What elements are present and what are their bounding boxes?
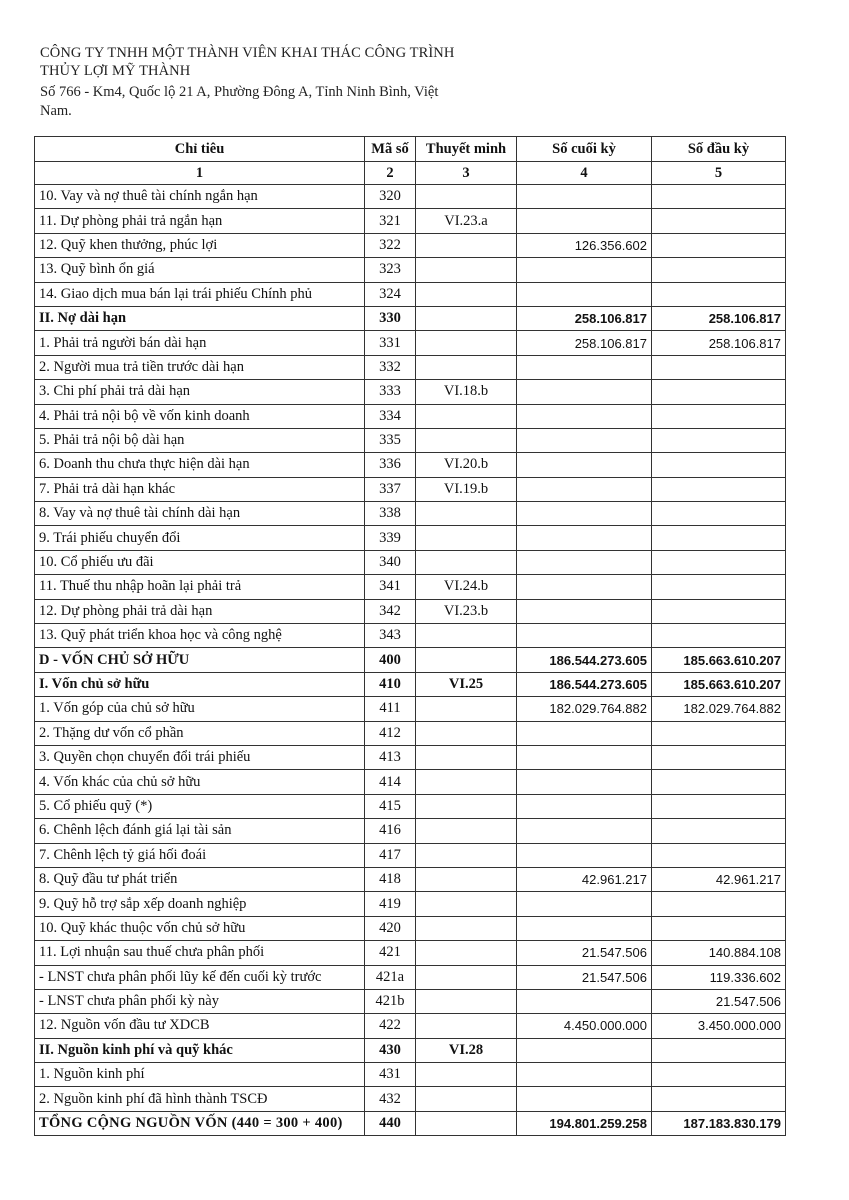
row-code: 415	[365, 794, 416, 818]
table-row	[35, 404, 786, 428]
row-code: 410	[365, 672, 416, 696]
row-code: 334	[365, 404, 416, 428]
row-note	[416, 1111, 517, 1135]
row-indicator: 8. Vay và nợ thuê tài chính dài hạn	[35, 502, 365, 526]
row-end-balance	[517, 550, 652, 574]
table-row	[35, 745, 786, 769]
row-code: 335	[365, 428, 416, 452]
row-code: 320	[365, 185, 416, 209]
row-indicator: 11. Thuế thu nhập hoãn lại phải trả	[35, 575, 365, 599]
row-indicator: 10. Cổ phiếu ưu đãi	[35, 550, 365, 574]
table-row	[35, 550, 786, 574]
row-end-balance	[517, 282, 652, 306]
table-row	[35, 672, 786, 696]
column-header-note: Thuyết minh	[416, 137, 517, 162]
row-note	[416, 892, 517, 916]
row-code: 422	[365, 1014, 416, 1038]
row-begin-balance	[652, 453, 786, 477]
row-end-balance	[517, 1038, 652, 1062]
row-begin-balance	[652, 770, 786, 794]
row-begin-balance	[652, 477, 786, 501]
row-begin-balance	[652, 404, 786, 428]
table-row	[35, 428, 786, 452]
row-indicator: 12. Nguồn vốn đầu tư XDCB	[35, 1014, 365, 1038]
column-number: 4	[517, 162, 652, 185]
table-header-row	[35, 137, 786, 162]
table-row	[35, 209, 786, 233]
row-indicator: 5. Cổ phiếu quỹ (*)	[35, 794, 365, 818]
row-begin-balance	[652, 1063, 786, 1087]
row-note: VI.23.b	[416, 599, 517, 623]
table-row	[35, 1087, 786, 1111]
row-end-balance	[517, 502, 652, 526]
row-end-balance: 4.450.000.000	[517, 1014, 652, 1038]
row-code: 416	[365, 819, 416, 843]
row-note: VI.28	[416, 1038, 517, 1062]
row-begin-balance	[652, 258, 786, 282]
row-begin-balance: 187.183.830.179	[652, 1111, 786, 1135]
row-begin-balance: 258.106.817	[652, 331, 786, 355]
row-code: 419	[365, 892, 416, 916]
row-end-balance	[517, 258, 652, 282]
row-begin-balance	[652, 209, 786, 233]
table-row	[35, 526, 786, 550]
row-note	[416, 697, 517, 721]
row-note	[416, 550, 517, 574]
row-code: 431	[365, 1063, 416, 1087]
row-begin-balance	[652, 550, 786, 574]
row-end-balance	[517, 745, 652, 769]
row-indicator: 2. Người mua trả tiền trước dài hạn	[35, 355, 365, 379]
row-indicator: - LNST chưa phân phối lũy kế đến cuối kỳ trước	[35, 965, 365, 989]
row-end-balance	[517, 477, 652, 501]
row-end-balance	[517, 916, 652, 940]
row-end-balance: 126.356.602	[517, 233, 652, 257]
row-begin-balance	[652, 892, 786, 916]
row-note	[416, 770, 517, 794]
row-note	[416, 624, 517, 648]
table-row	[35, 770, 786, 794]
row-code: 339	[365, 526, 416, 550]
row-indicator: - LNST chưa phân phối kỳ này	[35, 989, 365, 1013]
row-note	[416, 502, 517, 526]
row-note	[416, 331, 517, 355]
row-end-balance	[517, 453, 652, 477]
table-row	[35, 624, 786, 648]
row-begin-balance	[652, 355, 786, 379]
row-indicator: 1. Phải trả người bán dài hạn	[35, 331, 365, 355]
table-row	[35, 185, 786, 209]
table-row	[35, 648, 786, 672]
row-code: 323	[365, 258, 416, 282]
column-header-indicator: Chỉ tiêu	[35, 137, 365, 162]
row-indicator: 5. Phải trả nội bộ dài hạn	[35, 428, 365, 452]
table-row	[35, 306, 786, 330]
row-code: 432	[365, 1087, 416, 1111]
row-begin-balance	[652, 916, 786, 940]
row-begin-balance	[652, 1087, 786, 1111]
row-code: 421	[365, 941, 416, 965]
row-indicator: 11. Dự phòng phải trả ngắn hạn	[35, 209, 365, 233]
row-begin-balance	[652, 819, 786, 843]
row-note	[416, 965, 517, 989]
row-end-balance	[517, 892, 652, 916]
row-begin-balance	[652, 428, 786, 452]
row-begin-balance	[652, 721, 786, 745]
column-header-code: Mã số	[365, 137, 416, 162]
row-note: VI.23.a	[416, 209, 517, 233]
row-note	[416, 526, 517, 550]
row-indicator: 6. Chênh lệch đánh giá lại tài sản	[35, 819, 365, 843]
row-end-balance	[517, 989, 652, 1013]
row-indicator: 9. Trái phiếu chuyển đổi	[35, 526, 365, 550]
table-row	[35, 867, 786, 891]
row-note	[416, 282, 517, 306]
row-code: 430	[365, 1038, 416, 1062]
company-name-line2: THỦY LỢI MỸ THÀNH	[40, 63, 191, 79]
row-end-balance	[517, 404, 652, 428]
row-code: 417	[365, 843, 416, 867]
row-code: 337	[365, 477, 416, 501]
row-code: 332	[365, 355, 416, 379]
row-indicator: I. Vốn chủ sở hữu	[35, 672, 365, 696]
row-end-balance: 194.801.259.258	[517, 1111, 652, 1135]
row-indicator: 10. Quỹ khác thuộc vốn chủ sở hữu	[35, 916, 365, 940]
row-note	[416, 258, 517, 282]
row-begin-balance	[652, 380, 786, 404]
row-indicator: II. Nợ dài hạn	[35, 306, 365, 330]
row-code: 322	[365, 233, 416, 257]
row-indicator: 9. Quỹ hỗ trợ sắp xếp doanh nghiệp	[35, 892, 365, 916]
row-note	[416, 1014, 517, 1038]
row-code: 413	[365, 745, 416, 769]
row-note: VI.25	[416, 672, 517, 696]
column-number: 1	[35, 162, 365, 185]
column-number: 5	[652, 162, 786, 185]
row-note	[416, 428, 517, 452]
row-begin-balance: 258.106.817	[652, 306, 786, 330]
table-row	[35, 1111, 786, 1135]
row-note	[416, 185, 517, 209]
table-row	[35, 721, 786, 745]
row-note	[416, 989, 517, 1013]
row-code: 420	[365, 916, 416, 940]
row-begin-balance: 3.450.000.000	[652, 1014, 786, 1038]
row-indicator: 2. Nguồn kinh phí đã hình thành TSCĐ	[35, 1087, 365, 1111]
company-address-line1: Số 766 - Km4, Quốc lộ 21 A, Phường Đông A, Tỉnh Ninh Bình, Việt	[40, 84, 439, 100]
table-row	[35, 502, 786, 526]
row-begin-balance	[652, 1038, 786, 1062]
table-row	[35, 965, 786, 989]
row-end-balance	[517, 770, 652, 794]
row-indicator: 4. Phải trả nội bộ về vốn kinh doanh	[35, 404, 365, 428]
row-begin-balance: 185.663.610.207	[652, 648, 786, 672]
row-end-balance: 21.547.506	[517, 941, 652, 965]
table-row	[35, 233, 786, 257]
table-body	[35, 185, 786, 1136]
row-indicator: 12. Quỹ khen thưởng, phúc lợi	[35, 233, 365, 257]
row-indicator: 13. Quỹ bình ổn giá	[35, 258, 365, 282]
row-code: 340	[365, 550, 416, 574]
row-end-balance	[517, 355, 652, 379]
row-end-balance: 21.547.506	[517, 965, 652, 989]
row-note	[416, 233, 517, 257]
row-indicator: 13. Quỹ phát triển khoa học và công nghệ	[35, 624, 365, 648]
table-row	[35, 331, 786, 355]
row-end-balance: 182.029.764.882	[517, 697, 652, 721]
row-note	[416, 794, 517, 818]
table-row	[35, 916, 786, 940]
row-indicator: 7. Chênh lệch tỷ giá hối đoái	[35, 843, 365, 867]
row-note	[416, 1087, 517, 1111]
table-row	[35, 819, 786, 843]
row-end-balance	[517, 599, 652, 623]
row-code: 343	[365, 624, 416, 648]
row-indicator: 6. Doanh thu chưa thực hiện dài hạn	[35, 453, 365, 477]
row-begin-balance	[652, 624, 786, 648]
row-note: VI.18.b	[416, 380, 517, 404]
row-note	[416, 1063, 517, 1087]
row-begin-balance: 182.029.764.882	[652, 697, 786, 721]
column-header-end-balance: Số cuối kỳ	[517, 137, 652, 162]
row-indicator: 3. Chi phí phải trả dài hạn	[35, 380, 365, 404]
table-row	[35, 282, 786, 306]
row-end-balance: 42.961.217	[517, 867, 652, 891]
table-row	[35, 941, 786, 965]
row-code: 321	[365, 209, 416, 233]
row-begin-balance: 42.961.217	[652, 867, 786, 891]
row-end-balance	[517, 428, 652, 452]
row-begin-balance	[652, 233, 786, 257]
balance-sheet-table	[34, 136, 786, 1136]
row-code: 411	[365, 697, 416, 721]
row-indicator: TỔNG CỘNG NGUỒN VỐN (440 = 300 + 400)	[35, 1111, 365, 1135]
row-end-balance	[517, 819, 652, 843]
table-row	[35, 477, 786, 501]
row-end-balance	[517, 526, 652, 550]
row-indicator: 1. Vốn góp của chủ sở hữu	[35, 697, 365, 721]
row-indicator: 11. Lợi nhuận sau thuế chưa phân phối	[35, 941, 365, 965]
row-note	[416, 916, 517, 940]
row-begin-balance	[652, 745, 786, 769]
row-begin-balance	[652, 526, 786, 550]
row-indicator: 3. Quyền chọn chuyển đổi trái phiếu	[35, 745, 365, 769]
row-note	[416, 867, 517, 891]
row-end-balance	[517, 794, 652, 818]
row-note	[416, 721, 517, 745]
column-number: 3	[416, 162, 517, 185]
row-begin-balance	[652, 599, 786, 623]
row-code: 338	[365, 502, 416, 526]
table-row	[35, 355, 786, 379]
row-end-balance: 186.544.273.605	[517, 672, 652, 696]
row-code: 421b	[365, 989, 416, 1013]
row-code: 400	[365, 648, 416, 672]
table-row	[35, 453, 786, 477]
table-row	[35, 575, 786, 599]
table-row	[35, 599, 786, 623]
company-address-line2: Nam.	[40, 103, 72, 119]
table-row	[35, 892, 786, 916]
row-indicator: D - VỐN CHỦ SỞ HỮU	[35, 648, 365, 672]
row-begin-balance: 185.663.610.207	[652, 672, 786, 696]
row-end-balance	[517, 843, 652, 867]
row-end-balance: 258.106.817	[517, 331, 652, 355]
row-note	[416, 306, 517, 330]
row-end-balance	[517, 1087, 652, 1111]
row-begin-balance: 21.547.506	[652, 989, 786, 1013]
row-end-balance	[517, 624, 652, 648]
table-row	[35, 380, 786, 404]
table-row	[35, 258, 786, 282]
table-column-number-row	[35, 162, 786, 185]
row-end-balance	[517, 575, 652, 599]
table-row	[35, 1014, 786, 1038]
company-name-line1: CÔNG TY TNHH MỘT THÀNH VIÊN KHAI THÁC CÔNG TRÌNH	[40, 45, 455, 61]
row-indicator: 1. Nguồn kinh phí	[35, 1063, 365, 1087]
row-note: VI.20.b	[416, 453, 517, 477]
row-code: 421a	[365, 965, 416, 989]
row-note: VI.24.b	[416, 575, 517, 599]
row-begin-balance	[652, 185, 786, 209]
table-row	[35, 843, 786, 867]
table-row	[35, 794, 786, 818]
row-indicator: 2. Thặng dư vốn cổ phần	[35, 721, 365, 745]
row-code: 342	[365, 599, 416, 623]
row-code: 324	[365, 282, 416, 306]
table-row	[35, 989, 786, 1013]
column-number: 2	[365, 162, 416, 185]
row-begin-balance	[652, 575, 786, 599]
row-begin-balance: 119.336.602	[652, 965, 786, 989]
document-header	[40, 44, 500, 121]
table-row	[35, 1063, 786, 1087]
row-indicator: 4. Vốn khác của chủ sở hữu	[35, 770, 365, 794]
table-row	[35, 1038, 786, 1062]
column-header-begin-balance: Số đầu kỳ	[652, 137, 786, 162]
row-end-balance	[517, 185, 652, 209]
row-code: 330	[365, 306, 416, 330]
row-note	[416, 843, 517, 867]
row-code: 336	[365, 453, 416, 477]
row-code: 418	[365, 867, 416, 891]
row-code: 331	[365, 331, 416, 355]
row-indicator: 8. Quỹ đầu tư phát triển	[35, 867, 365, 891]
row-end-balance	[517, 721, 652, 745]
row-note	[416, 941, 517, 965]
table-row	[35, 697, 786, 721]
row-begin-balance	[652, 794, 786, 818]
row-end-balance	[517, 1063, 652, 1087]
row-indicator: 14. Giao dịch mua bán lại trái phiếu Chính phủ	[35, 282, 365, 306]
row-code: 414	[365, 770, 416, 794]
row-code: 341	[365, 575, 416, 599]
row-begin-balance	[652, 282, 786, 306]
row-note	[416, 648, 517, 672]
row-end-balance: 258.106.817	[517, 306, 652, 330]
row-code: 412	[365, 721, 416, 745]
row-note	[416, 404, 517, 428]
row-begin-balance	[652, 843, 786, 867]
row-note: VI.19.b	[416, 477, 517, 501]
row-end-balance: 186.544.273.605	[517, 648, 652, 672]
row-code: 440	[365, 1111, 416, 1135]
row-note	[416, 745, 517, 769]
row-indicator: 10. Vay và nợ thuê tài chính ngắn hạn	[35, 185, 365, 209]
row-code: 333	[365, 380, 416, 404]
row-end-balance	[517, 209, 652, 233]
row-indicator: 12. Dự phòng phải trả dài hạn	[35, 599, 365, 623]
row-indicator: 7. Phải trả dài hạn khác	[35, 477, 365, 501]
row-indicator: II. Nguồn kinh phí và quỹ khác	[35, 1038, 365, 1062]
row-end-balance	[517, 380, 652, 404]
row-note	[416, 819, 517, 843]
row-begin-balance	[652, 502, 786, 526]
row-begin-balance: 140.884.108	[652, 941, 786, 965]
row-note	[416, 355, 517, 379]
